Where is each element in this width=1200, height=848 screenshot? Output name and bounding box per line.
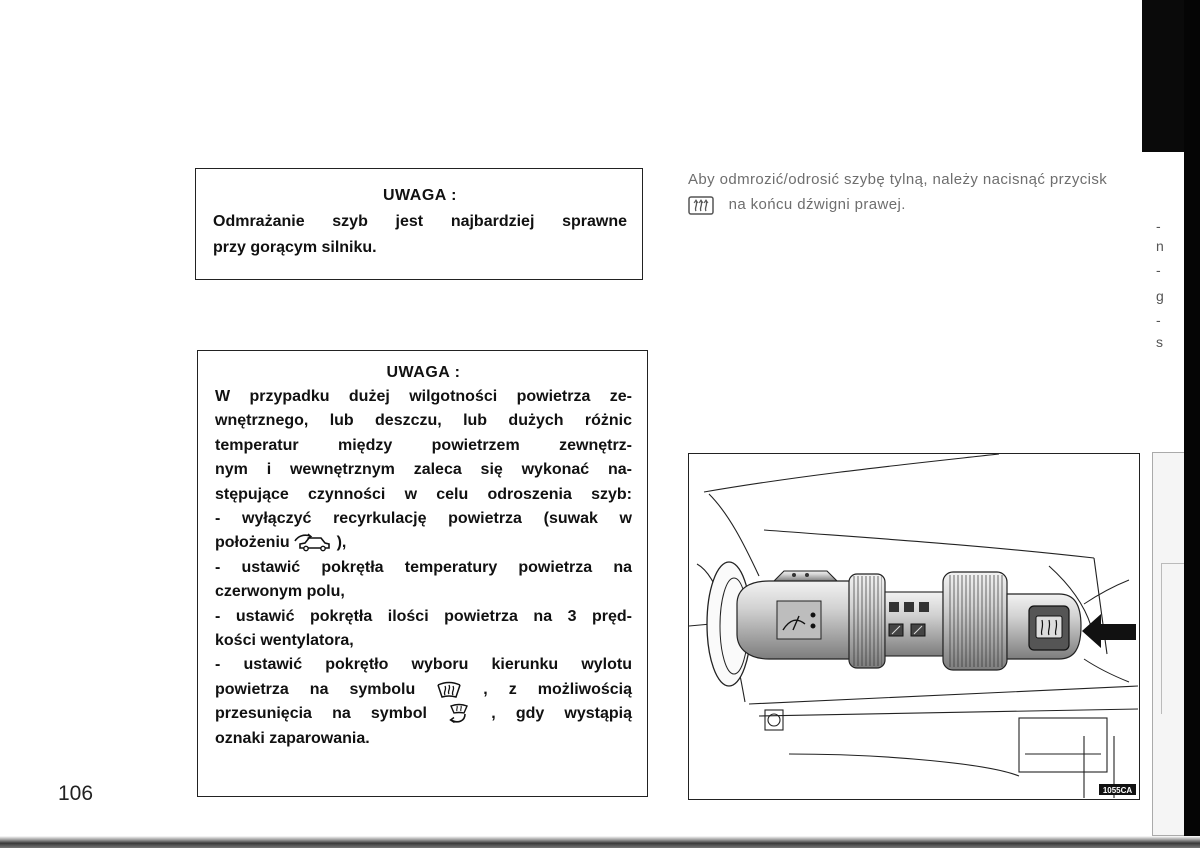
warning-text-line: wnętrznego, lub deszczu, lub dużych różnic bbox=[215, 412, 632, 430]
warning-text-line: Odmrażanie szyb jest najbardziej sprawne bbox=[213, 213, 627, 230]
warning-heading: UWAGA : bbox=[382, 187, 457, 204]
air-recirculation-icon bbox=[294, 533, 332, 553]
stalk-ribbed-ring-2 bbox=[943, 572, 1007, 670]
line-text-before-icon: położeniu bbox=[215, 534, 290, 552]
warning-text-line: temperatur między powietrzem zewnętrz- bbox=[215, 436, 632, 454]
next-page-figure-edge bbox=[1152, 452, 1184, 836]
warning-text-line: W przypadku dużej wilgotności powietrza ze- bbox=[215, 388, 632, 405]
warning-text-line-with-icon bbox=[215, 702, 632, 726]
next-page-fragment: n bbox=[1156, 238, 1164, 254]
warning-box-defrost-efficiency bbox=[195, 168, 643, 280]
stalk-middle-segment bbox=[885, 592, 943, 656]
warning-box-demisting-procedure bbox=[197, 350, 648, 797]
next-page-fragment: - bbox=[1156, 262, 1161, 278]
next-page-fragment: - bbox=[1156, 218, 1161, 234]
warning-text-line: stępujące czynności w celu odroszenia szyb: bbox=[215, 485, 632, 503]
warning-text-line: nym i wewnętrznym zaleca się wykonać na- bbox=[215, 461, 632, 479]
warning-text-line: czerwonym polu, bbox=[215, 583, 345, 601]
line-text-before-icon: przesunięcia na symbol bbox=[215, 705, 427, 723]
warning-text-line: oznaki zaparowania. bbox=[215, 729, 370, 747]
rear-defrost-instruction-text: na końcu dźwigni prawej. bbox=[728, 196, 906, 214]
stalk-switch-body bbox=[737, 571, 854, 659]
line-text-before-icon: powietrza na symbolu bbox=[215, 680, 416, 698]
stalk-ribbed-ring-1 bbox=[849, 574, 885, 668]
warning-text-line-with-icon bbox=[215, 678, 632, 702]
binding-shadow-strip bbox=[1184, 0, 1200, 848]
line-text-after-icon: ), bbox=[336, 534, 347, 552]
line-text-after-icon: , gdy wystąpią bbox=[491, 705, 633, 723]
warning-heading: UWAGA : bbox=[386, 364, 461, 381]
rear-window-defrost-button bbox=[1029, 606, 1069, 650]
arrow-left-icon bbox=[1082, 580, 1136, 682]
warning-text-line: - ustawić pokrętła temperatury powietrza na bbox=[215, 558, 632, 576]
next-page-fragment: g bbox=[1156, 288, 1164, 304]
warning-text-line: - wyłączyć recyrkulację powietrza (suwak w bbox=[215, 510, 632, 528]
warning-text-line-with-icon bbox=[215, 531, 632, 555]
next-page-figure-inner bbox=[1161, 563, 1186, 714]
figure-code: 1055CA bbox=[1102, 786, 1133, 795]
rear-defrost-instruction-line-1: Aby odmrozić/odrosić szybę tylną, należy nacisnąć przycisk bbox=[688, 171, 1108, 188]
rear-defrost-instruction-line-2 bbox=[688, 195, 906, 215]
next-page-fragment: - bbox=[1156, 312, 1161, 328]
warning-text-line: kości wentylatora, bbox=[215, 632, 354, 650]
warning-text-line: - ustawić pokrętła ilości powietrza na 3 pręd- bbox=[215, 607, 632, 625]
next-page-fragment: s bbox=[1156, 334, 1163, 350]
figure-code-label bbox=[1099, 784, 1136, 795]
page-bottom-edge bbox=[0, 836, 1200, 848]
page-number: 106 bbox=[58, 782, 94, 805]
stalk-drawing bbox=[689, 454, 1138, 798]
rear-window-defrost-icon bbox=[688, 196, 714, 215]
warning-text-line: - ustawić pokrętło wyboru kierunku wylotu bbox=[215, 656, 632, 674]
windscreen-defrost-icon bbox=[436, 680, 462, 700]
right-stalk-illustration bbox=[688, 453, 1140, 800]
line-text-after-icon: , z możliwością bbox=[483, 680, 633, 698]
windscreen-and-feet-icon bbox=[447, 703, 471, 725]
warning-text-line: przy gorącym silniku. bbox=[213, 239, 377, 256]
